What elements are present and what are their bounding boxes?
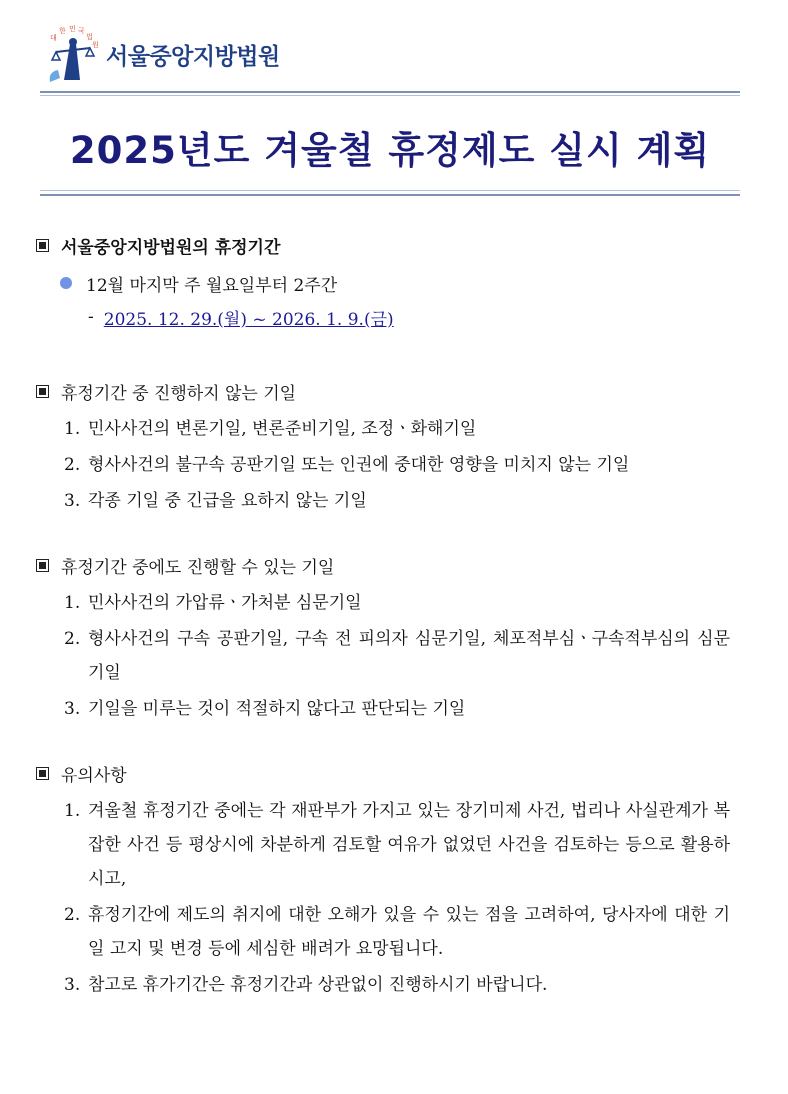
item-text: 민사사건의 변론기일, 변론준비기일, 조정ㆍ화해기일 — [88, 419, 477, 439]
date-range-row — [88, 300, 756, 334]
list-item — [64, 898, 756, 966]
court-name: 서울중앙지방법원 — [106, 44, 280, 70]
square-bullet-icon — [36, 385, 49, 398]
item-number: 2. — [64, 629, 81, 649]
item-text: 참고로 휴가기간은 휴정기간과 상관없이 진행하시기 바랍니다. — [88, 975, 548, 995]
item-text: 민사사건의 가압류ㆍ가처분 심문기일 — [88, 593, 362, 613]
svg-text:대: 대 — [50, 34, 57, 42]
square-bullet-icon — [36, 767, 49, 780]
document-title: 2025년도 겨울철 휴정제도 실시 계획 — [69, 129, 711, 172]
item-number: 2. — [64, 455, 81, 475]
section-heading — [36, 756, 756, 790]
item-number: 3. — [64, 699, 81, 719]
list-item — [60, 266, 756, 300]
header-divider-thin — [40, 95, 740, 96]
item-number: 2. — [64, 905, 81, 925]
item-number: 3. — [64, 491, 81, 511]
item-text: 형사사건의 불구속 공판기일 또는 인권에 중대한 영향을 미치지 않는 기일 — [88, 455, 630, 475]
section-title: 유의사항 — [61, 765, 127, 786]
item-text: 형사사건의 구속 공판기일, 구속 전 피의자 심문기일, 체포적부심ㆍ구속적부심의 심문기일 — [88, 629, 730, 683]
square-bullet-icon — [36, 239, 49, 252]
list-item — [64, 484, 756, 518]
section-title: 서울중앙지방법원의 휴정기간 — [61, 237, 281, 258]
list-item — [64, 412, 756, 446]
header-divider — [40, 91, 740, 93]
title-divider-thin — [40, 190, 740, 191]
dash-marker: - — [88, 307, 94, 327]
item-text: 기일을 미루는 것이 적절하지 않다고 판단되는 기일 — [88, 699, 466, 719]
list-item — [64, 794, 756, 896]
svg-text:국: 국 — [78, 27, 85, 35]
section-title: 휴정기간 중에도 진행할 수 있는 기일 — [61, 557, 335, 578]
square-bullet-icon — [36, 559, 49, 572]
svg-text:원: 원 — [92, 41, 99, 49]
document-header — [40, 22, 740, 92]
section-heading — [36, 374, 756, 408]
section-heading — [36, 548, 756, 582]
svg-text:민: 민 — [69, 25, 76, 33]
numbered-list — [64, 794, 756, 1002]
court-emblem-icon — [40, 22, 104, 86]
section-title: 휴정기간 중 진행하지 않는 기일 — [61, 383, 297, 404]
svg-text:법: 법 — [86, 33, 93, 41]
item-text: 각종 기일 중 긴급을 요하지 않는 기일 — [88, 491, 367, 511]
list-item — [64, 622, 756, 690]
period-description: 12월 마지막 주 월요일부터 2주간 — [86, 275, 338, 296]
item-number: 3. — [64, 975, 81, 995]
title-divider — [40, 194, 740, 196]
circle-bullet-icon — [60, 277, 72, 289]
list-item — [64, 692, 756, 726]
list-item — [64, 968, 756, 1002]
svg-text:한: 한 — [59, 27, 66, 35]
numbered-list — [64, 412, 756, 518]
numbered-list — [64, 586, 756, 726]
item-text: 겨울철 휴정기간 중에는 각 재판부가 가지고 있는 장기미제 사건, 법리나 사실관계가 복잡한 사건 등 평상시에 차분하게 검토할 여유가 없었던 사건을 검토하는 등으로 활용하시고, — [88, 801, 730, 889]
document-body — [36, 228, 756, 1002]
list-item — [64, 586, 756, 620]
date-range: 2025. 12. 29.(월) ~ 2026. 1. 9.(금) — [103, 309, 394, 330]
item-number: 1. — [64, 593, 81, 613]
list-item — [64, 448, 756, 482]
item-text: 휴정기간에 제도의 취지에 대한 오해가 있을 수 있는 점을 고려하여, 당사자에 대한 기일 고지 및 변경 등에 세심한 배려가 요망됩니다. — [88, 905, 730, 959]
item-number: 1. — [64, 801, 81, 821]
section-heading — [36, 228, 756, 262]
item-number: 1. — [64, 419, 81, 439]
